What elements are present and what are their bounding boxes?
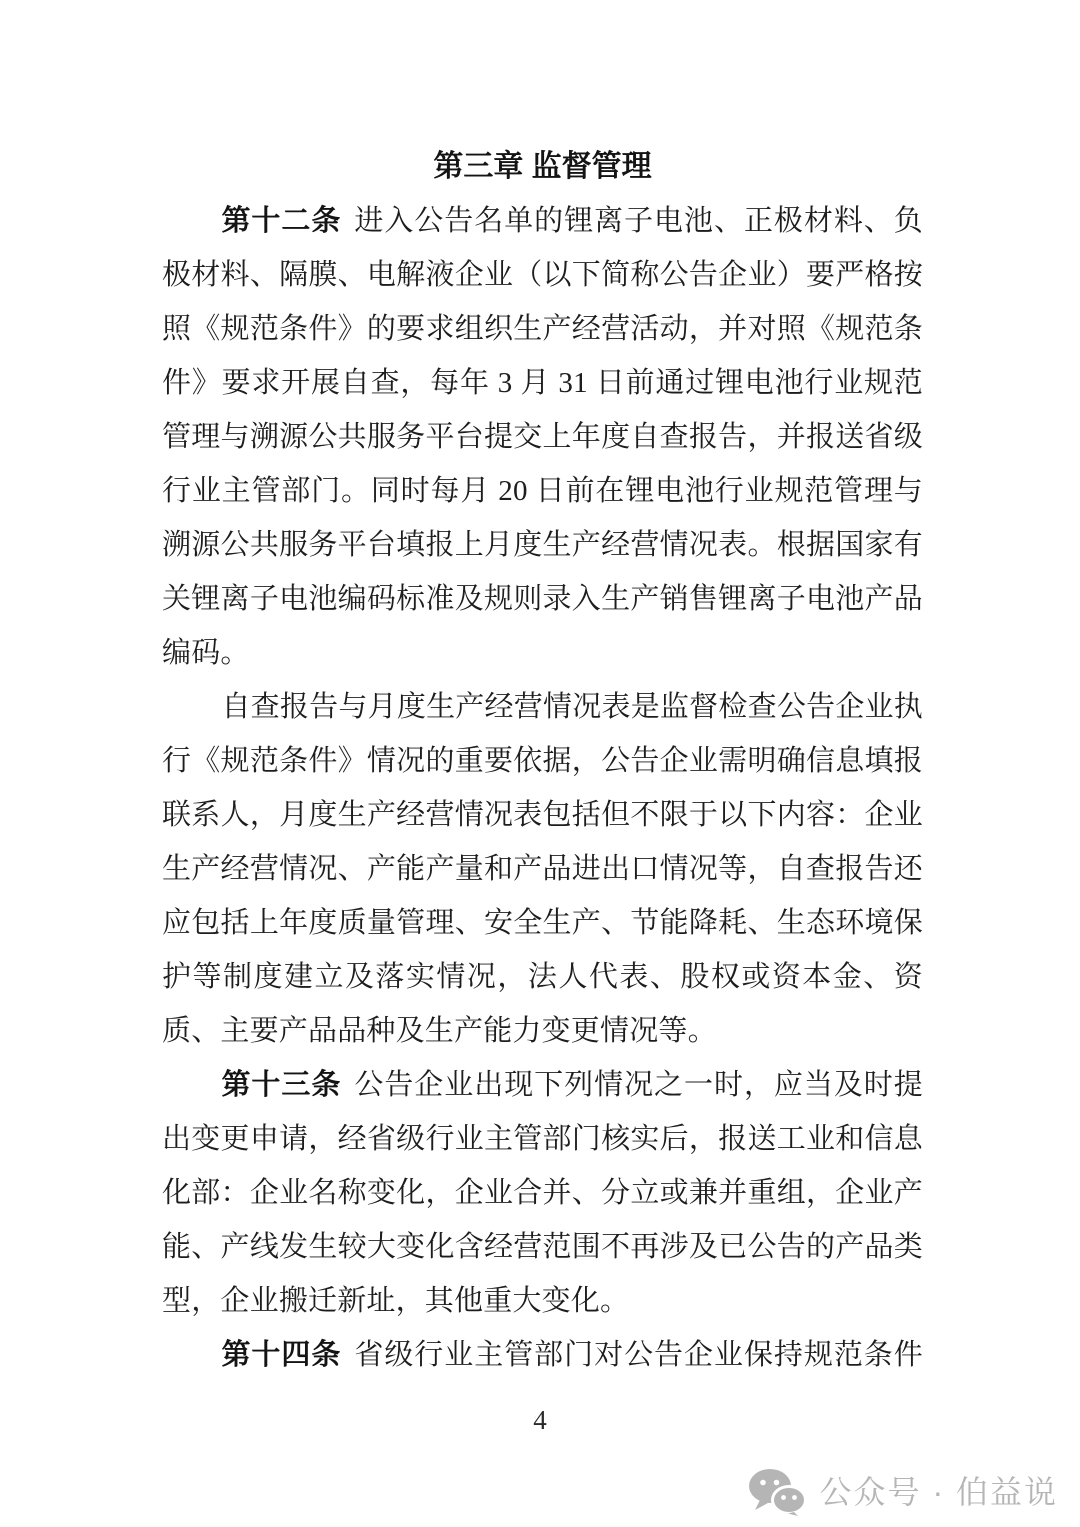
article-14-number: 第十四条 [221,1339,342,1371]
paragraph-article-14 [162,1328,923,1382]
article-14-text: 省级行业主管部门对公告企业保持规范条件 [354,1339,923,1371]
article-13-number: 第十三条 [221,1069,342,1101]
watermark [748,1466,1058,1518]
chapter-title: 第三章 监督管理 [433,150,652,183]
paragraph-self-check-report [162,680,923,1058]
paragraph-article-13 [162,1058,923,1328]
wechat-icon [748,1468,806,1516]
body-text [162,194,923,1382]
watermark-label: 公众号 · 伯益说 [819,1474,1058,1510]
article-12-number: 第十二条 [221,205,342,237]
document-content [162,140,923,1382]
article-13-text: 公告企业出现下列情况之一时，应当及时提出变更申请，经省级行业主管部门核实后，报送工业和信息化部：企业名称变化，企业合并、分立或兼并重组，企业产能、产线发生较大变化含经营范围不再涉及已公告的产品类型，企业搬迁新址，其他重大变化。 [162,1069,923,1317]
article-12-text: 进入公告名单的锂离子电池、正极材料、负极材料、隔膜、电解液企业（以下简称公告企业）要严格按照《规范条件》的要求组织生产经营活动，并对照《规范条件》要求开展自查，每年 3 月 31 日前通过锂电池行业规范管理与溯源公共服务平台提交上年度自查报告，并报送省级行业主管部门。同时每月 20 日前在锂电池行业规范管理与溯源公共服务平台填报上月度生产经营情况表。根据国家有关锂离子电池编码标准及规则录入生产销售锂离子电池产品编码。 [162,205,923,669]
page-number: 4 [533,1405,547,1435]
paragraph-article-12 [162,194,923,680]
paragraph-2-text: 自查报告与月度生产经营情况表是监督检查公告企业执行《规范条件》情况的重要依据，公告企业需明确信息填报联系人，月度生产经营情况表包括但不限于以下内容：企业生产经营情况、产能产量和产品进出口情况等，自查报告还应包括上年度质量管理、安全生产、节能降耗、生态环境保护等制度建立及落实情况，法人代表、股权或资本金、资质、主要产品品种及生产能力变更情况等。 [162,691,923,1047]
